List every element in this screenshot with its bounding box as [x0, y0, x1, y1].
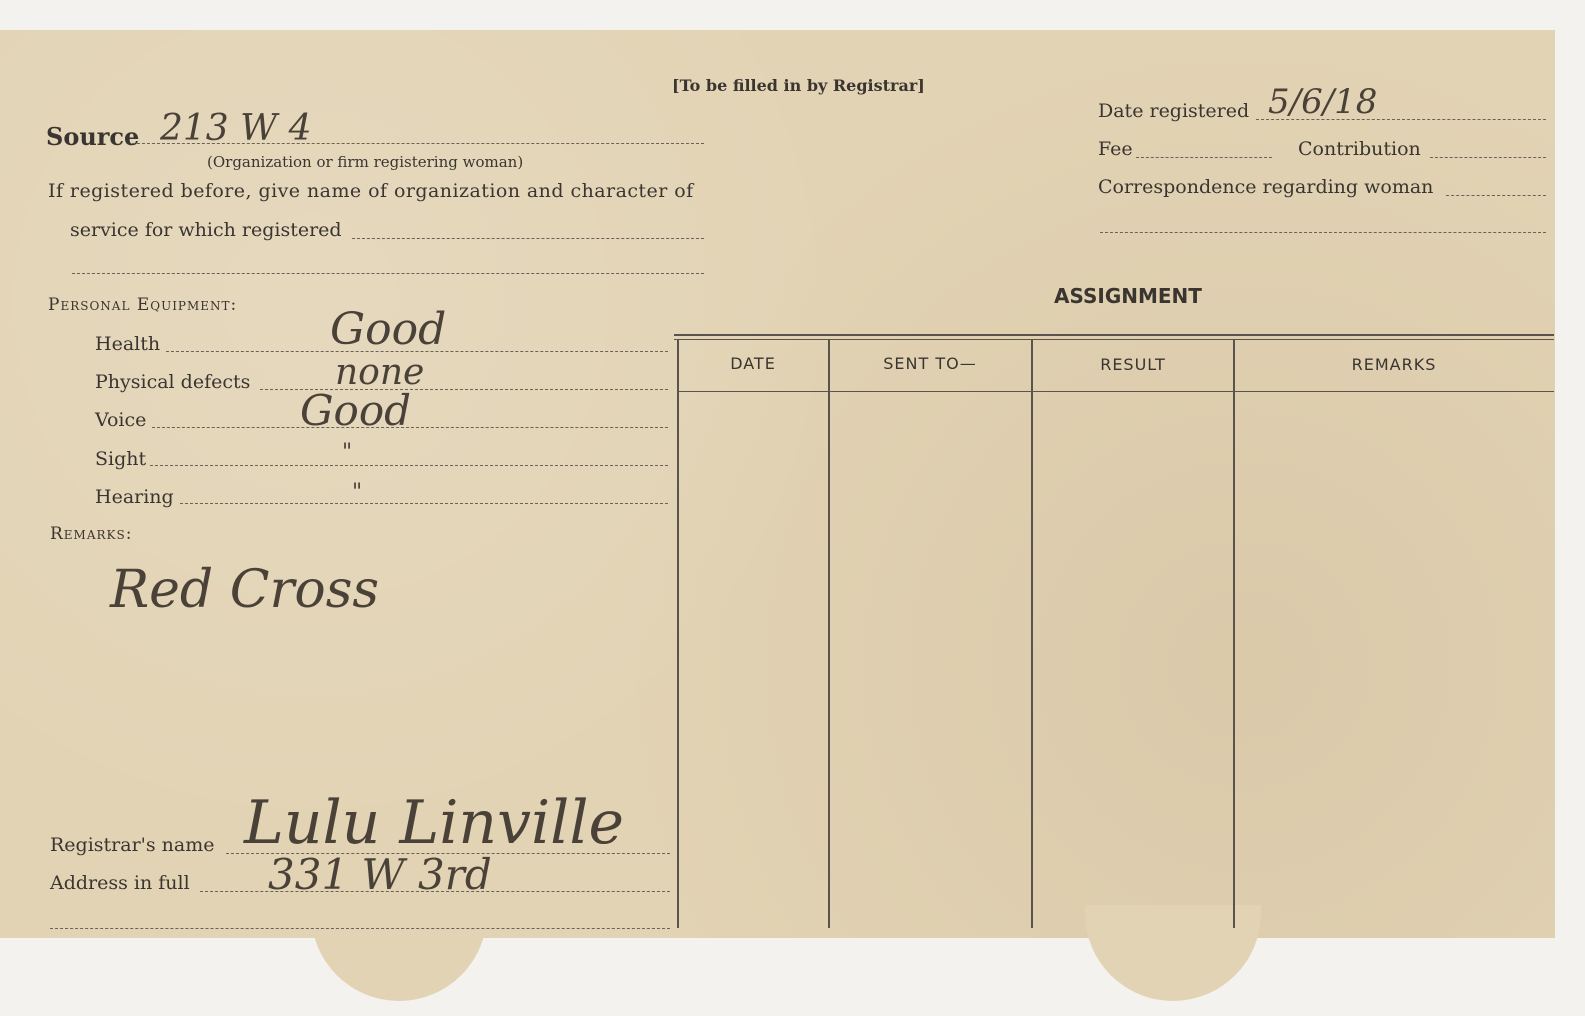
fee-label: Fee [1098, 138, 1133, 160]
registrar-name-label: Registrar's name [50, 834, 215, 856]
sight-line [150, 465, 668, 466]
registrar-name-value: Lulu Linville [244, 788, 625, 858]
assignment-col-date: DATE [730, 354, 776, 373]
contribution-line [1430, 157, 1546, 158]
service-line-1 [352, 238, 704, 239]
assignment-col-remarks: REMARKS [1351, 355, 1437, 374]
physical-defects-value: none [335, 352, 425, 393]
hearing-line [180, 503, 668, 504]
assignment-top-rule [674, 334, 1554, 336]
address-label: Address in full [50, 872, 190, 894]
registrar-note: [To be filled in by Registrar] [672, 76, 925, 95]
personal-equipment-heading: Personal Equipment: [48, 295, 238, 315]
remarks-value: Red Cross [110, 560, 380, 620]
assignment-top-rule-2 [674, 339, 1554, 340]
contribution-label: Contribution [1298, 138, 1421, 160]
address-value: 331 W 3rd [268, 850, 492, 899]
health-value: Good [330, 304, 447, 355]
service-line-2 [72, 273, 704, 274]
registered-before-text: If registered before, give name of organization and character of [48, 180, 694, 202]
fee-line [1136, 157, 1272, 158]
assignment-header-rule [678, 391, 1554, 392]
correspondence-label: Correspondence regarding woman [1098, 176, 1434, 198]
source-caption: (Organization or firm registering woman) [207, 153, 524, 171]
sight-value: " [342, 440, 353, 465]
correspondence-line-1 [1446, 195, 1546, 196]
assignment-col-sent-to: SENT TO— [883, 354, 977, 373]
service-registered-label: service for which registered [70, 219, 342, 241]
assignment-col-result: RESULT [1100, 355, 1166, 374]
source-label: Source [46, 122, 140, 151]
date-registered-value: 5/6/18 [1268, 82, 1378, 122]
sight-label: Sight [95, 448, 147, 470]
assignment-col-divider-3 [1233, 340, 1235, 928]
voice-label: Voice [95, 409, 147, 431]
remarks-heading: Remarks: [50, 524, 133, 544]
hearing-value: " [352, 480, 363, 505]
correspondence-line-2 [1100, 232, 1546, 233]
source-value: 213 W 4 [160, 108, 312, 149]
hearing-label: Hearing [95, 486, 174, 508]
address-line-2 [50, 928, 670, 929]
assignment-col-divider-1 [828, 340, 830, 928]
voice-value: Good [300, 386, 412, 435]
assignment-title: ASSIGNMENT [1054, 284, 1202, 308]
date-registered-label: Date registered [1098, 100, 1250, 122]
card-tab-left [311, 905, 487, 1001]
assignment-col-divider-2 [1031, 340, 1033, 928]
physical-defects-label: Physical defects [95, 371, 251, 393]
card-tab-right [1085, 905, 1261, 1001]
assignment-col-divider-0 [677, 340, 679, 928]
health-label: Health [95, 333, 161, 355]
